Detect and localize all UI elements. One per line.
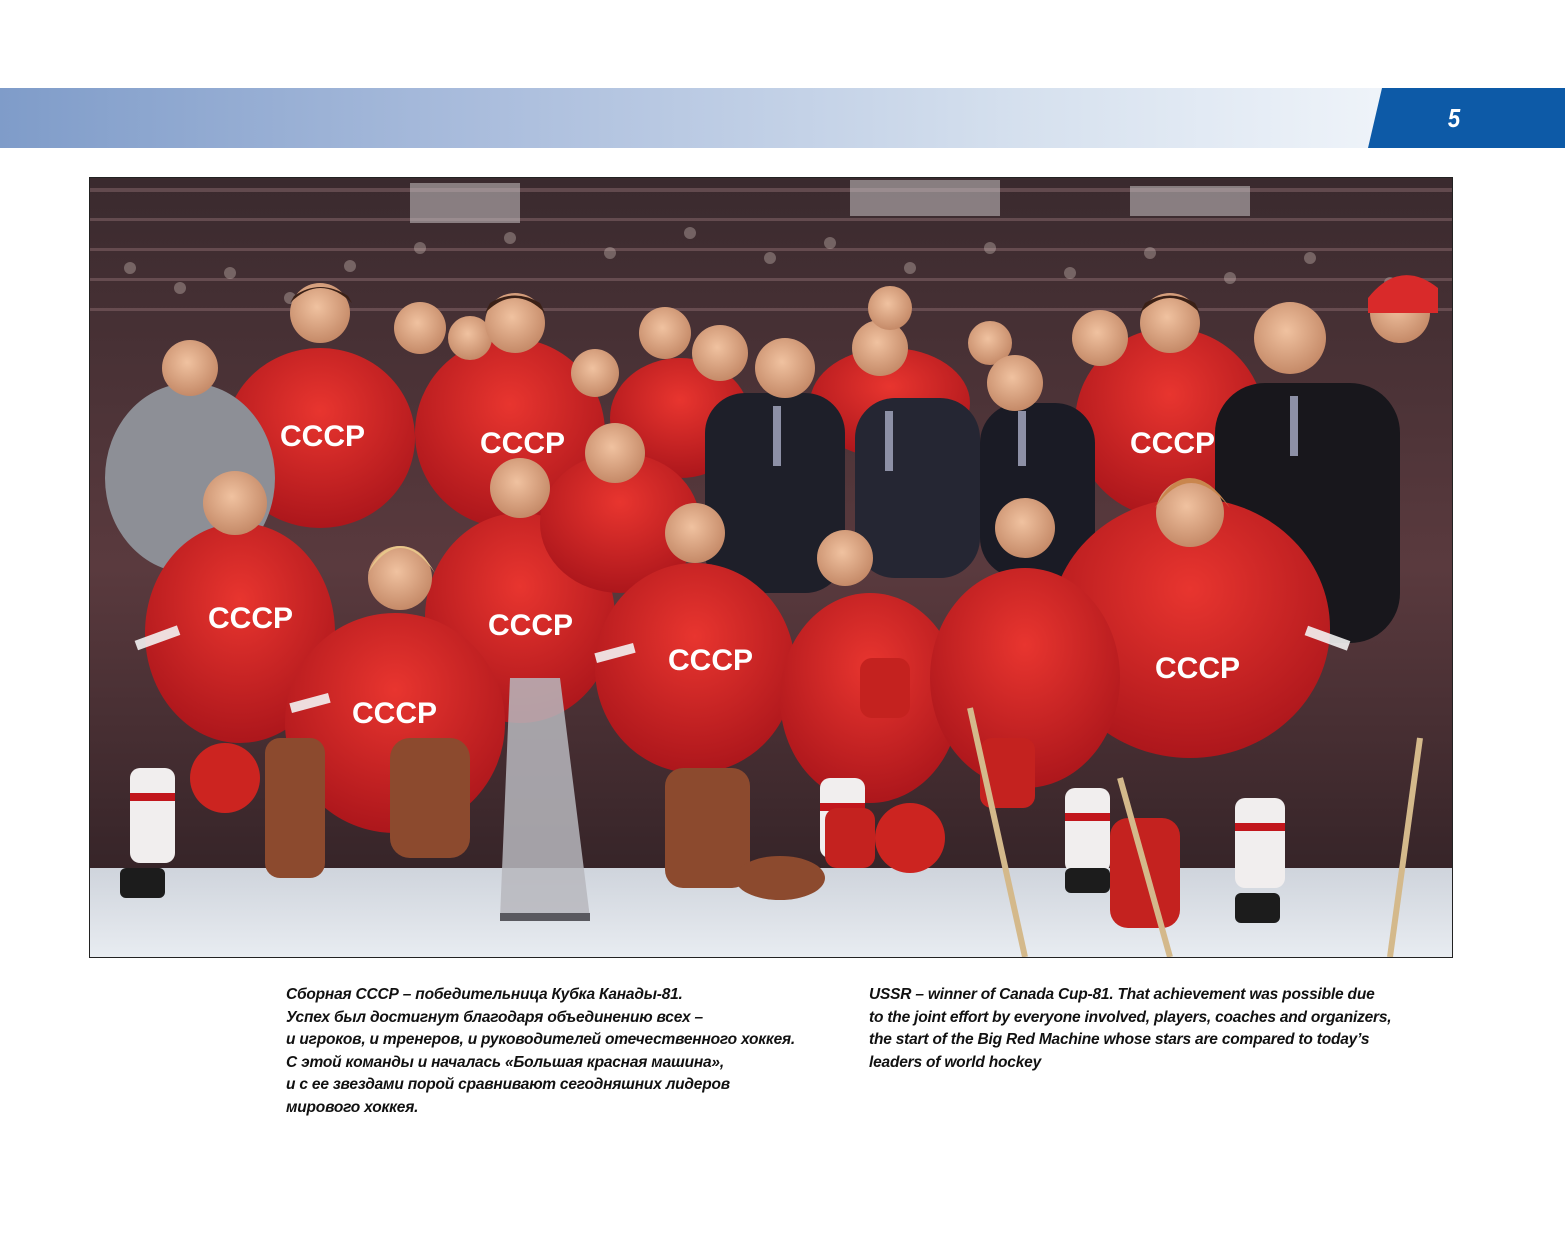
- team-photo-illustration: [90, 178, 1452, 957]
- caption-english: [869, 984, 1429, 1074]
- jersey-lettering: CCCP: [1155, 652, 1241, 685]
- caption-line: С этой команды и началась «Большая красная машина»,: [286, 1053, 724, 1071]
- jersey-lettering: CCCP: [1130, 427, 1216, 460]
- jersey-lettering: CCCP: [280, 420, 366, 453]
- page-number: 5: [1447, 103, 1461, 133]
- caption-line: мирового хоккея.: [286, 1098, 419, 1116]
- jersey-lettering: CCCP: [352, 697, 438, 730]
- jersey-lettering: CCCP: [668, 644, 754, 677]
- caption-line: и игроков, и тренеров, и руководителей отечественного хоккея.: [286, 1031, 796, 1048]
- jersey-lettering: CCCP: [208, 602, 294, 635]
- caption-line: the start of the Big Red Machine whose stars are compared to today’s: [869, 1031, 1370, 1048]
- caption-line: USSR – winner of Canada Cup-81. That achievement was possible due: [869, 986, 1375, 1003]
- caption-russian: [286, 984, 826, 1119]
- caption-line: Успех был достигнут благодаря объединению всех –: [286, 1008, 703, 1026]
- team-photo: [89, 177, 1453, 958]
- jersey-lettering: CCCP: [488, 609, 574, 642]
- caption-line: Сборная СССР – победительница Кубка Канады-81.: [286, 986, 683, 1003]
- jersey-lettering: CCCP: [480, 427, 566, 460]
- caption-line: и с ее звездами порой сравнивают сегодняшних лидеров: [286, 1076, 730, 1093]
- header-band: [0, 88, 1565, 148]
- caption-line: to the joint effort by everyone involved, players, coaches and organizers,: [869, 1008, 1392, 1026]
- caption-line: leaders of world hockey: [869, 1053, 1041, 1071]
